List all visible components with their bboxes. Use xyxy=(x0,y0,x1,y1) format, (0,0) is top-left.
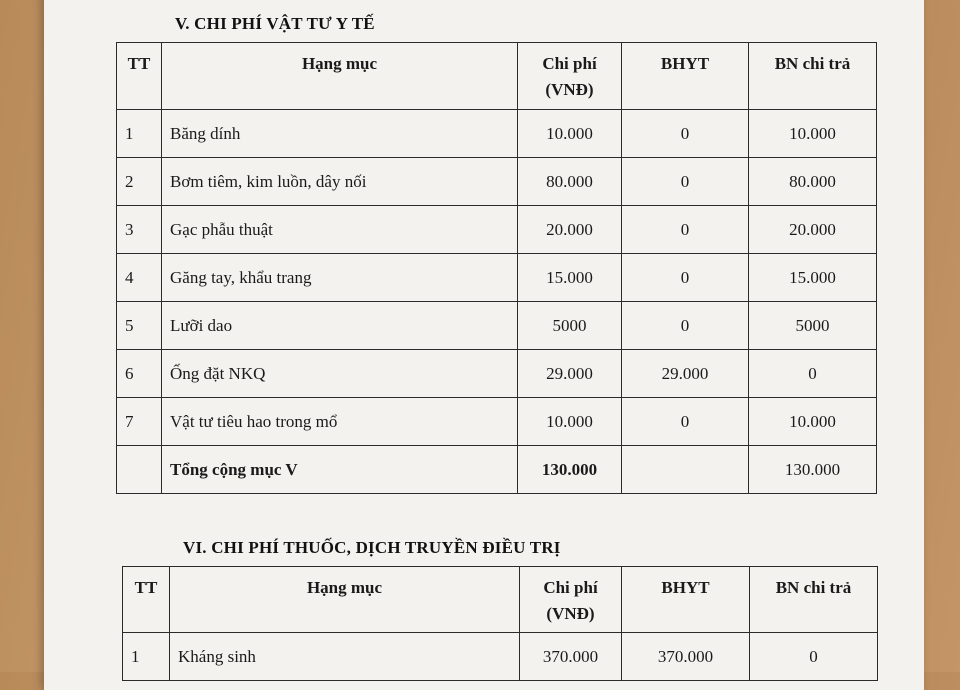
total-label: Tổng cộng mục V xyxy=(162,446,518,494)
row-cost: 5000 xyxy=(518,302,622,350)
row-tt: 6 xyxy=(117,350,162,398)
table-row xyxy=(123,633,878,681)
row-cost: 15.000 xyxy=(518,254,622,302)
table-row xyxy=(117,158,877,206)
row-cost: 80.000 xyxy=(518,158,622,206)
section-vi-title: VI. CHI PHÍ THUỐC, DỊCH TRUYỀN ĐIỀU TRỊ xyxy=(183,538,561,557)
table-row xyxy=(117,254,877,302)
header-tt: TT xyxy=(123,567,170,633)
row-item: Găng tay, khẩu trang xyxy=(162,254,518,302)
section-v-title: V. CHI PHÍ VẬT TƯ Y TẾ xyxy=(175,14,375,33)
row-item: Lưỡi dao xyxy=(162,302,518,350)
row-bhyt: 29.000 xyxy=(622,350,749,398)
medical-supplies-table xyxy=(116,42,877,494)
row-item: Kháng sinh xyxy=(170,633,520,681)
table-row xyxy=(117,110,877,158)
total-tt xyxy=(117,446,162,494)
row-bhyt: 0 xyxy=(622,398,749,446)
row-patient: 0 xyxy=(749,350,877,398)
row-patient: 80.000 xyxy=(749,158,877,206)
total-bhyt xyxy=(622,446,749,494)
header-bhyt: BHYT xyxy=(622,567,750,633)
row-tt: 1 xyxy=(117,110,162,158)
row-patient: 0 xyxy=(750,633,878,681)
table-row xyxy=(117,398,877,446)
row-patient: 20.000 xyxy=(749,206,877,254)
row-bhyt: 0 xyxy=(622,110,749,158)
header-item: Hạng mục xyxy=(170,567,520,633)
header-cost: Chi phí (VNĐ) xyxy=(518,43,622,110)
row-bhyt: 0 xyxy=(622,302,749,350)
header-patient: BN chi trả xyxy=(750,567,878,633)
row-bhyt: 0 xyxy=(622,254,749,302)
table-row xyxy=(117,206,877,254)
row-tt: 1 xyxy=(123,633,170,681)
row-cost: 29.000 xyxy=(518,350,622,398)
row-cost: 10.000 xyxy=(518,398,622,446)
row-patient: 10.000 xyxy=(749,110,877,158)
row-item: Băng dính xyxy=(162,110,518,158)
header-patient: BN chi trả xyxy=(749,43,877,110)
row-patient: 10.000 xyxy=(749,398,877,446)
row-tt: 2 xyxy=(117,158,162,206)
row-bhyt: 370.000 xyxy=(622,633,750,681)
total-patient: 130.000 xyxy=(749,446,877,494)
row-cost: 10.000 xyxy=(518,110,622,158)
total-cost: 130.000 xyxy=(518,446,622,494)
table-row xyxy=(117,350,877,398)
row-tt: 4 xyxy=(117,254,162,302)
row-bhyt: 0 xyxy=(622,158,749,206)
row-item: Vật tư tiêu hao trong mổ xyxy=(162,398,518,446)
row-item: Gạc phẫu thuật xyxy=(162,206,518,254)
medication-table xyxy=(122,566,878,681)
header-item: Hạng mục xyxy=(162,43,518,110)
row-item: Bơm tiêm, kim luồn, dây nối xyxy=(162,158,518,206)
header-tt: TT xyxy=(117,43,162,110)
table-row xyxy=(117,302,877,350)
row-item: Ống đặt NKQ xyxy=(162,350,518,398)
row-tt: 7 xyxy=(117,398,162,446)
row-cost: 370.000 xyxy=(520,633,622,681)
row-cost: 20.000 xyxy=(518,206,622,254)
row-tt: 5 xyxy=(117,302,162,350)
row-bhyt: 0 xyxy=(622,206,749,254)
row-patient: 5000 xyxy=(749,302,877,350)
row-tt: 3 xyxy=(117,206,162,254)
total-row xyxy=(117,446,877,494)
header-cost: Chi phí (VNĐ) xyxy=(520,567,622,633)
header-bhyt: BHYT xyxy=(622,43,749,110)
row-patient: 15.000 xyxy=(749,254,877,302)
